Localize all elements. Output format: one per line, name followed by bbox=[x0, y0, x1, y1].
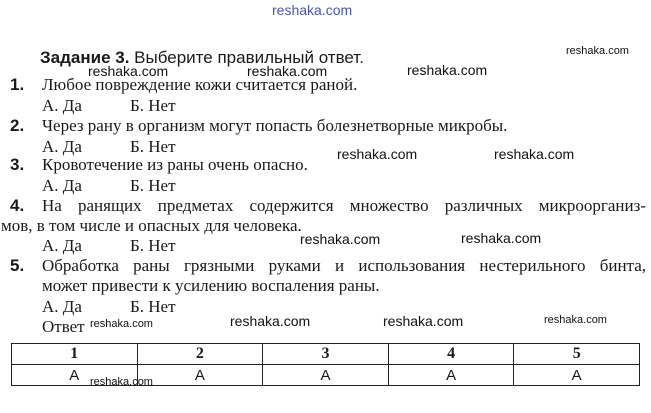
watermark: reshaka.com bbox=[230, 313, 311, 329]
option-a: А. Да bbox=[42, 96, 82, 115]
watermark: reshaka.com bbox=[461, 230, 542, 246]
question-text-line-2: мов, в том числе и опасных для человека. bbox=[1, 216, 302, 235]
question-number: 1. bbox=[10, 75, 25, 94]
question-number: 2. bbox=[10, 116, 25, 135]
task-instruction: Выберите правильный ответ. bbox=[134, 48, 364, 67]
header-cell-1: 1 bbox=[12, 344, 138, 365]
option-b: Б. Нет bbox=[130, 137, 176, 156]
question-text-line-2: может привести к усилению воспаления раны. bbox=[42, 276, 380, 295]
answer-table-header-row bbox=[12, 344, 640, 365]
option-b: Б. Нет bbox=[130, 236, 176, 255]
question-number: 4. bbox=[10, 196, 25, 215]
answer-cell-4: А bbox=[388, 365, 514, 386]
watermark: reshaka.com bbox=[383, 313, 464, 329]
question-text-line-1: Обработка раны грязными руками и использования нестерильного бинта, bbox=[42, 256, 646, 275]
question-text: Любое повреждение кожи считается раной. bbox=[42, 75, 358, 94]
header-cell-5: 5 bbox=[514, 344, 640, 365]
watermark: reshaka.com bbox=[90, 318, 153, 330]
watermark: reshaka.com bbox=[337, 146, 418, 162]
option-a: А. Да bbox=[42, 176, 82, 195]
watermark: reshaka.com bbox=[88, 63, 169, 79]
answer-cell-5: А bbox=[514, 365, 640, 386]
watermark: reshaka.com bbox=[544, 314, 607, 326]
option-a: А. Да bbox=[42, 137, 82, 156]
question-number: 3. bbox=[10, 155, 25, 174]
answer-cell-3: А bbox=[263, 365, 389, 386]
option-b: Б. Нет bbox=[130, 176, 176, 195]
watermark: reshaka.com bbox=[407, 62, 488, 78]
task-label: Задание 3. bbox=[40, 48, 130, 67]
watermark: reshaka.com bbox=[494, 146, 575, 162]
answer-cell-1: А bbox=[12, 365, 138, 386]
option-a: А. Да bbox=[42, 236, 82, 255]
answer-label: Ответ bbox=[42, 317, 85, 336]
header-cell-3: 3 bbox=[263, 344, 389, 365]
option-b: Б. Нет bbox=[130, 297, 176, 316]
option-a: А. Да bbox=[42, 297, 82, 316]
watermark: reshaka.com bbox=[300, 231, 381, 247]
option-b: Б. Нет bbox=[130, 96, 176, 115]
watermark: reshaka.com bbox=[566, 45, 629, 57]
question-number: 5. bbox=[10, 256, 25, 275]
task-title bbox=[40, 48, 364, 68]
header-cell-2: 2 bbox=[137, 344, 263, 365]
watermark: reshaka.com bbox=[90, 376, 153, 388]
question-text-line-1: На ранящих предметах содержится множество различных микроорганиз- bbox=[42, 196, 646, 215]
header-cell-4: 4 bbox=[388, 344, 514, 365]
watermark: reshaka.com bbox=[272, 2, 353, 18]
question-text: Кровотечение из раны очень опасно. bbox=[42, 155, 308, 174]
question-text: Через рану в организм могут попасть болезнетворные микробы. bbox=[42, 116, 508, 135]
watermark: reshaka.com bbox=[247, 63, 328, 79]
answer-cell-2: А bbox=[137, 365, 263, 386]
